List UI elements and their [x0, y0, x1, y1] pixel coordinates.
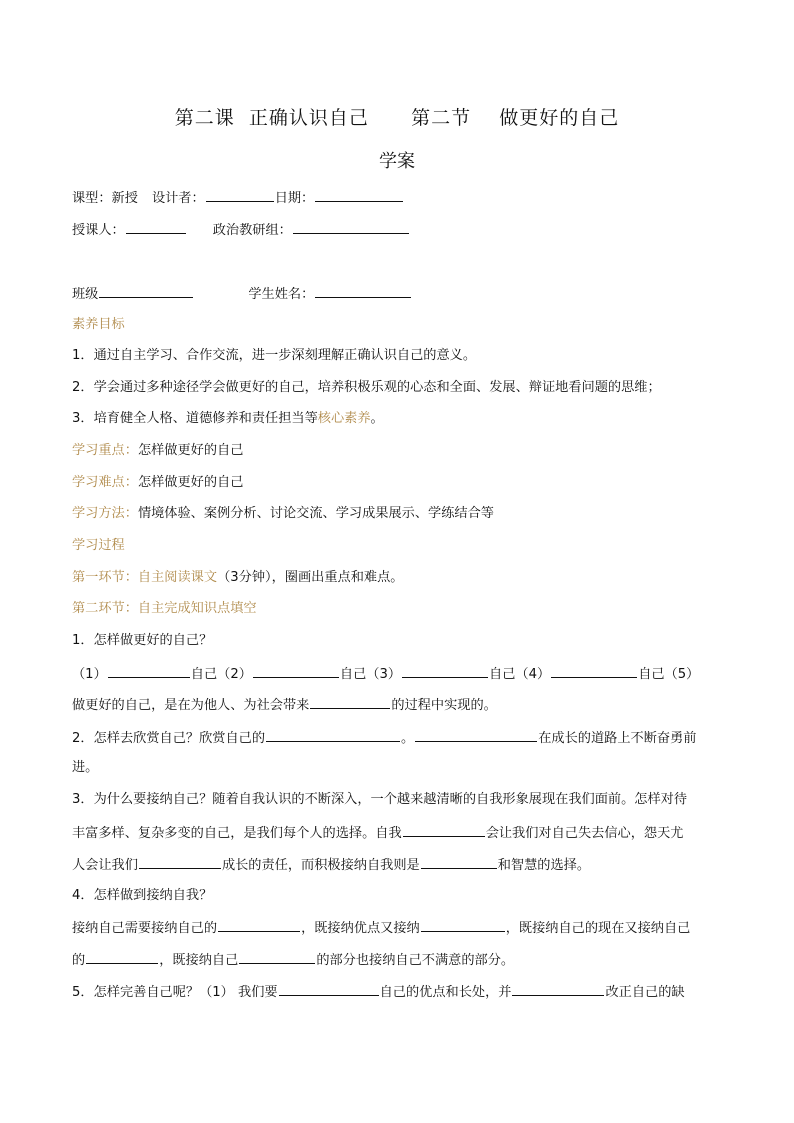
q4-blank-3[interactable]: [86, 949, 158, 964]
question-1: 1．怎样做更好的自己？: [72, 633, 213, 648]
designer-label: 设计者：: [151, 191, 205, 206]
question-4-line-2: 的 ，既接纳自己 的部分也接纳自己不满意的部分。: [72, 949, 514, 971]
goals-heading: 素养目标: [72, 317, 125, 332]
question-1-line-2: 做更好的自己，是在为他人、为社会带来 的过程中实现的。: [72, 694, 497, 716]
question-1-line-1: （1） 自己（2） 自己（3） 自己（4） 自己（5）: [72, 663, 699, 685]
process-step-2: 第二环节：自主完成知识点填空: [72, 601, 257, 616]
key-point: [72, 441, 243, 461]
key-point-text: 怎样做更好的自己: [137, 443, 244, 458]
q3-blank-2[interactable]: [139, 854, 221, 869]
q4-blank-2[interactable]: [421, 917, 505, 932]
key-point-label: 学习重点：: [72, 443, 138, 458]
difficulty: [72, 473, 243, 493]
student-name-label: 学生姓名：: [248, 287, 315, 302]
q4-blank-4[interactable]: [239, 949, 315, 964]
page-subtitle: 学案: [379, 151, 415, 172]
process-heading: 学习过程: [72, 538, 125, 553]
date-label: 日期：: [274, 191, 315, 206]
goal-item-2: 2．学会通过多种途径学会做更好的自己，培养积极乐观的心态和全面、发展、辩证地看问题的思维；: [72, 380, 661, 395]
header-row-3: [72, 283, 412, 305]
lesson-type: 课型：新授: [72, 191, 138, 206]
teacher-blank[interactable]: [126, 219, 186, 234]
q4-blank-1[interactable]: [218, 917, 300, 932]
question-2-line-2: 进。: [72, 760, 99, 775]
difficulty-label: 学习难点：: [72, 475, 138, 490]
question-3-line-1: 3．为什么要接纳自己？随着自我认识的不断深入，一个越来越清晰的自我形象展现在我们面前。怎样对待: [72, 792, 688, 807]
page-title: [0, 103, 794, 130]
q2-blank-2[interactable]: [415, 727, 537, 742]
q1-blank-5[interactable]: [310, 694, 390, 709]
process-step-1: [72, 568, 403, 588]
title-section: 第二节 做更好的自己: [411, 107, 620, 129]
method-text: 情境体验、案例分析、讨论交流、学习成果展示、学练结合等: [137, 506, 494, 521]
group-blank[interactable]: [293, 219, 409, 234]
title-lesson: 第二课 正确认识自己: [174, 107, 369, 129]
goal-item-3: 3．培育健全人格、道德修养和责任担当等核心素养。: [72, 411, 384, 426]
q1-blank-2[interactable]: [253, 663, 339, 678]
q1-blank-3[interactable]: [402, 663, 488, 678]
goal-item-1: 1．通过自主学习、合作交流，进一步深刻理解正确认识自己的意义。: [72, 348, 477, 363]
method-label: 学习方法：: [72, 506, 138, 521]
method: [72, 504, 494, 524]
q1-blank-4[interactable]: [551, 663, 637, 678]
group-label: 政治教研组：: [212, 223, 292, 238]
q2-blank-1[interactable]: [266, 727, 400, 742]
question-2-line-1: 2．怎样去欣赏自己？欣赏自己的 。 在成长的道路上不断奋勇前: [72, 727, 696, 749]
q3-blank-3[interactable]: [421, 854, 497, 869]
header-row-2: [72, 219, 410, 241]
question-4-line-1: 接纳自己需要接纳自己的 ，既接纳优点又接纳 ，既接纳自己的现在又接纳自己: [72, 917, 690, 939]
question-4: 4．怎样做到接纳自我？: [72, 888, 213, 903]
difficulty-text: 怎样做更好的自己: [137, 475, 244, 490]
class-blank[interactable]: [99, 283, 193, 298]
designer-blank[interactable]: [206, 187, 274, 202]
header-row-1: [72, 187, 404, 209]
step1-label: 第一环节：自主阅读课文: [72, 570, 218, 585]
question-3-line-3: 人会让我们 成长的责任，而积极接纳自我则是 和智慧的选择。: [72, 854, 590, 876]
q5-blank-2[interactable]: [512, 981, 604, 996]
question-3-line-2: 丰富多样、复杂多变的自己，是我们每个人的选择。自我 会让我们对自己失去信心，怨天尤: [72, 822, 684, 844]
q1-blank-1[interactable]: [108, 663, 190, 678]
q5-blank-1[interactable]: [279, 981, 379, 996]
student-name-blank[interactable]: [315, 283, 411, 298]
date-blank[interactable]: [315, 187, 403, 202]
class-label: 班级: [72, 287, 99, 302]
question-5-line-1: 5．怎样完善自己呢？（1） 我们要 自己的优点和长处，并 改正自己的缺: [72, 981, 685, 1003]
teacher-label: 授课人：: [72, 223, 125, 238]
q3-blank-1[interactable]: [403, 822, 485, 837]
core-literacy-highlight: 核心素养: [317, 411, 371, 426]
step1-text: （3分钟），圈画出重点和难点。: [217, 570, 404, 585]
